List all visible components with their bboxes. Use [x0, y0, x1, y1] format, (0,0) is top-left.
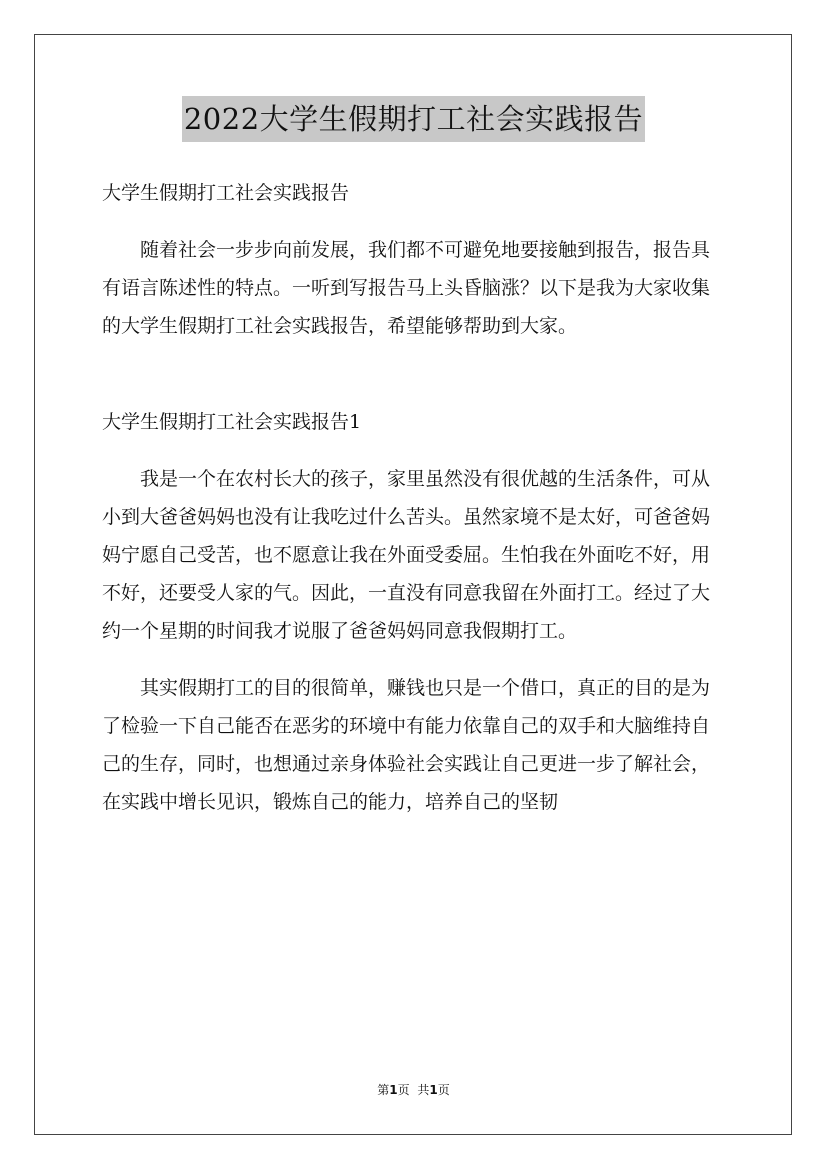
subtitle: 大学生假期打工社会实践报告 [102, 182, 350, 204]
section-paragraph-1: 我是一个在农村长大的孩子，家里虽然没有很优越的生活条件，可从小到大爸爸妈妈也没有让我吃过什么苦头。虽然家境不是太好，可爸爸妈妈宁愿自己受苦，也不愿意让我在外面受委屈。生怕我在外面吃不好，用不好，还要受人家的气。因此，一直没有同意我留在外面打工。经过了大约一个星期的时间我才说服了爸爸妈妈同意我假期打工。 [102, 468, 711, 642]
page-suffix: 页 [397, 1083, 410, 1097]
spacer [102, 650, 726, 669]
document-body [102, 174, 726, 821]
page-prefix: 第 [377, 1083, 390, 1097]
total-suffix: 页 [437, 1083, 450, 1097]
document-title: 2022大学生假期打工社会实践报告 [182, 96, 645, 142]
page-number: 1 [389, 1083, 398, 1097]
spacer [102, 384, 726, 403]
intro-paragraph: 随着社会一步步向前发展，我们都不可避免地要接触到报告，报告具有语言陈述性的特点。一听到写报告马上头昏脑涨？以下是我为大家收集的大学生假期打工社会实践报告，希望能够帮助到大家。 [102, 239, 711, 337]
spacer [102, 441, 726, 460]
total-pages: 1 [429, 1083, 438, 1097]
section-heading: 大学生假期打工社会实践报告1 [102, 411, 362, 433]
total-prefix: 共 [417, 1083, 430, 1097]
title-container [0, 96, 827, 142]
page-footer [0, 1082, 827, 1098]
spacer [102, 345, 726, 384]
spacer [102, 212, 726, 231]
section-paragraph-2: 其实假期打工的目的很简单，赚钱也只是一个借口，真正的目的是为了检验一下自己能否在恶劣的环境中有能力依靠自己的双手和大脑维持自己的生存，同时，也想通过亲身体验社会实践让自己更进一步了解社会，在实践中增长见识，锻炼自己的能力，培养自己的坚韧 [102, 677, 711, 813]
